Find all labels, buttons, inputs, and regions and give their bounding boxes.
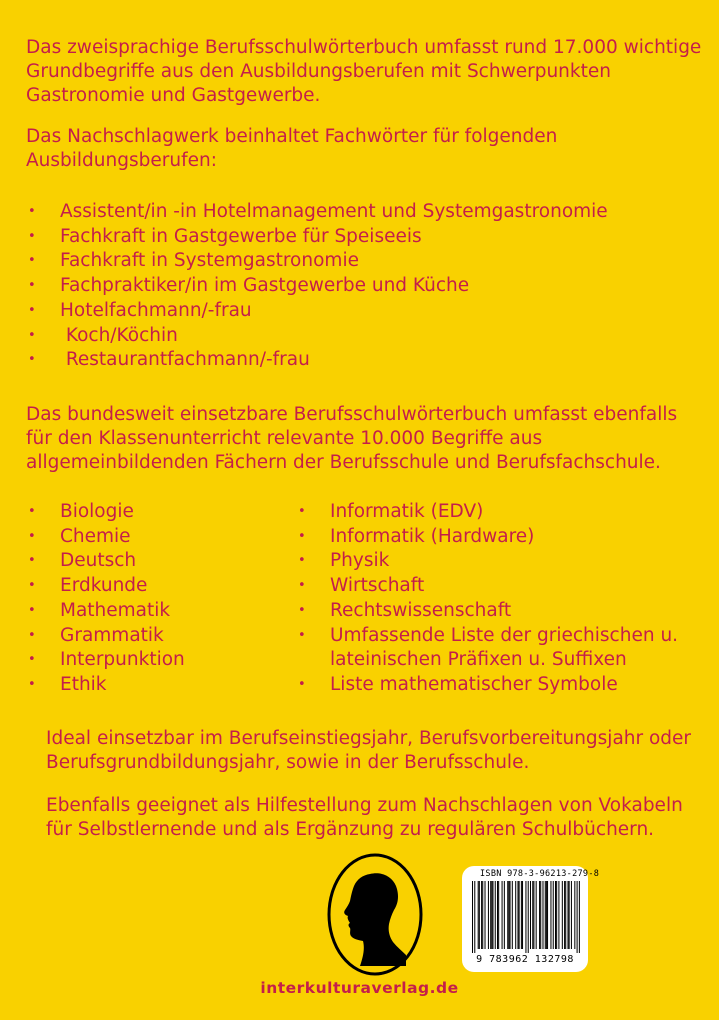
bullet-icon: • [28, 553, 36, 569]
list-item: • Biologie [28, 500, 185, 525]
bullet-icon: • [298, 504, 306, 519]
list-item: • Rechtswissenschaft [298, 599, 678, 624]
list-item: • Koch/Köchin [28, 324, 608, 349]
list-item: • Umfassende Liste der griechischen u. [298, 624, 678, 649]
selfstudy-paragraph: Ebenfalls geeignet als Hilfestellung zum Nachschlagen von Vokabeln für Selbstlernende und als Ergänzung zu regulären Schulbüchern. [46, 795, 683, 840]
bullet-icon: • [298, 676, 306, 692]
professions-list [28, 200, 608, 373]
list-item: • Deutsch [28, 549, 185, 574]
barcode-number: 9 783962 132798 [476, 954, 574, 965]
bullet-icon: • [28, 352, 36, 368]
professions-intro: Das Nachschlagwerk beinhaltet Fachwörter für folgenden Ausbildungsberufen: [26, 126, 558, 171]
bullet-icon: • [298, 578, 306, 594]
subjects-list-left [28, 500, 185, 698]
list-item: • Fachpraktiker/in im Gastgewerbe und Küche [28, 274, 608, 299]
bullet-icon: • [28, 652, 36, 668]
list-item: • Hotelfachmann/-frau [28, 299, 608, 324]
list-item: • Interpunktion [28, 648, 185, 673]
list-item: • Restaurantfachmann/-frau [28, 348, 608, 373]
list-item: • Fachkraft in Systemgastronomie [28, 249, 608, 274]
bullet-icon: • [28, 578, 36, 594]
bullet-icon: • [28, 602, 36, 618]
usage-paragraph: Ideal einsetzbar im Berufseinstiegsjahr, Berufsvorbereitungsjahr oder Berufsgrundbildungsjahr, sowie in der Berufsschule. [46, 728, 692, 773]
list-item: • Physik [298, 549, 678, 574]
bullet-icon: • [28, 627, 36, 643]
head-silhouette-logo-icon [326, 852, 424, 977]
bullet-icon: • [28, 676, 36, 692]
intro-paragraph: Das zweisprachige Berufsschulwörterbuch umfasst rund 17.000 wichtige Grundbegriffe aus den Ausbildungsberufen mit Schwerpunkten Gastronomie und Gastgewerbe. [26, 37, 702, 106]
bullet-icon: • [28, 204, 36, 219]
bullet-icon: • [28, 302, 36, 318]
list-item-continuation: lateinischen Präfixen u. Suffixen [330, 649, 627, 671]
list-item: • Informatik (EDV) [298, 500, 678, 525]
subjects-list-right [298, 500, 678, 698]
list-item: • Wirtschaft [298, 574, 678, 599]
list-item: • Fachkraft in Gastgewerbe für Speiseeis [28, 225, 608, 250]
bullet-icon: • [298, 528, 306, 544]
list-item: • Ethik [28, 673, 185, 698]
bullet-icon: • [28, 327, 36, 343]
bullet-icon: • [28, 278, 36, 294]
list-item: • Informatik (Hardware) [298, 525, 678, 550]
list-item: • Assistent/in -in Hotelmanagement und Systemgastronomie [28, 200, 608, 225]
list-item: • Liste mathematischer Symbole [298, 673, 678, 698]
list-item: • Erdkunde [28, 574, 185, 599]
bullet-icon: • [28, 253, 36, 269]
bullet-icon: • [298, 553, 306, 569]
bullet-icon: • [28, 504, 36, 519]
bullet-icon: • [298, 627, 306, 643]
list-item: • Grammatik [28, 624, 185, 649]
subjects-intro: Das bundesweit einsetzbare Berufsschulwörterbuch umfasst ebenfalls für den Klassenunterricht relevante 10.000 Begriffe aus allgemeinbildenden Fächern der Berufsschule und Berufsfachschule. [26, 404, 678, 473]
publisher-website: interkulturaverlag.de [260, 979, 459, 997]
list-item: • Mathematik [28, 599, 185, 624]
barcode-icon [472, 881, 580, 953]
bullet-icon: • [298, 602, 306, 618]
bullet-icon: • [28, 228, 36, 244]
bullet-icon: • [28, 528, 36, 544]
list-item: • Chemie [28, 525, 185, 550]
isbn-label: ISBN 978-3-96213-279-8 [480, 869, 600, 879]
